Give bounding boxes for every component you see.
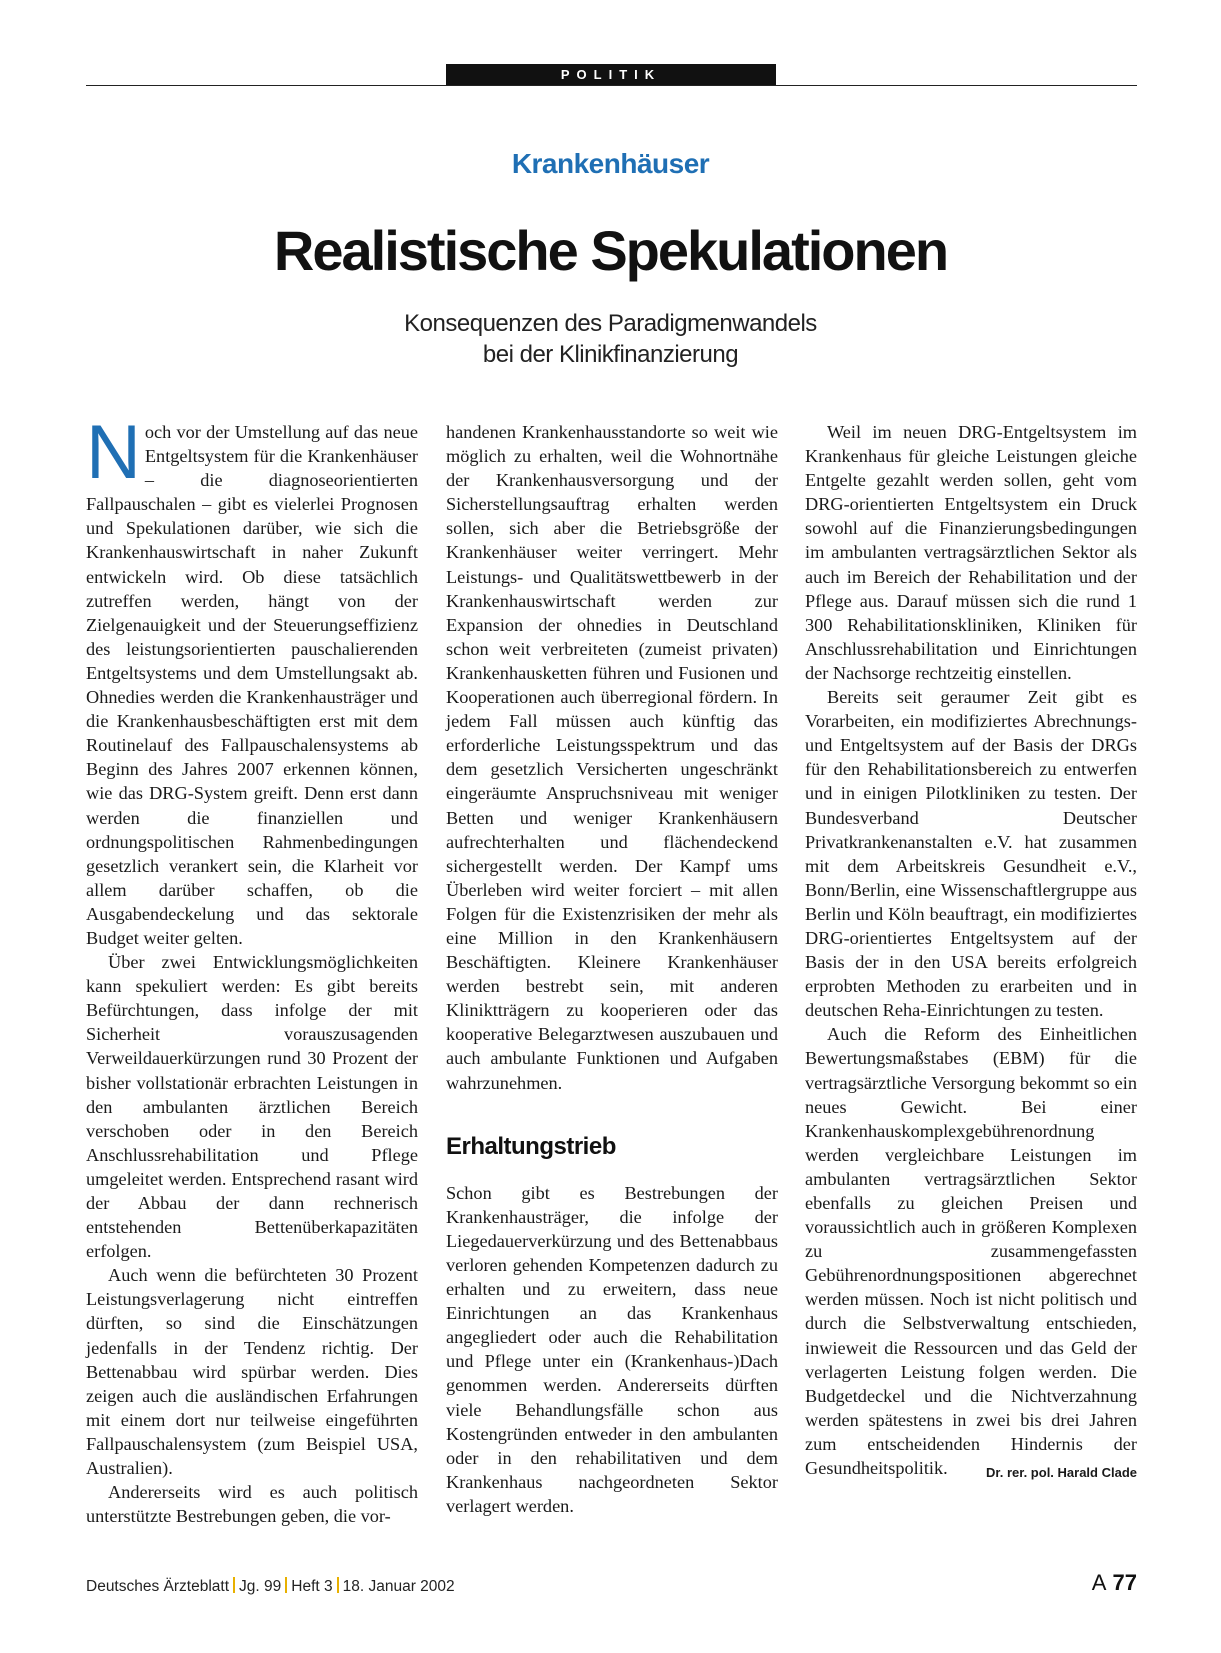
paragraph: Auch wenn die befürchteten 30 Prozent Leistungsverlagerung nicht eintreffen dürften, so sind die Einschätzungen jedenfalls in der Tendenz richtig. Der Bettenabbau wird spürbar werden. Dies zeigen auch die ausländischen Erfahrungen mit einem dort nur teilweise eingeführten Fallpauschalensystem (zum Beispiel USA, Australien). (86, 1265, 418, 1479)
journal-issue: Heft 3 (291, 1578, 333, 1595)
subtitle-line-1: Konsequenzen des Paradigmenwandels (404, 310, 817, 337)
journal-volume: Jg. 99 (239, 1578, 282, 1595)
paragraph: Schon gibt es Bestrebungen der Krankenhausträger, die infolge der Liegedauerverkürzung und des Bettenabbaus verloren gehenden Kompetenzen dadurch zu erhalten und zu erweitern, dass neue Einrichtungen an das Krankenhaus angegliedert oder auch die Rehabilitation und Pflege unter ein (Krankenhaus-)Dach genommen werden. Andererseits dürften viele Behandlungsfälle schon aus Kostengründen entweder in den ambulanten oder in den rehabilitativen und dem Krankenhaus nachgeordneten Sektor verlagert werden. (446, 1182, 778, 1516)
article-title: Realistische Spekulationen (273, 219, 948, 282)
paragraph: Weil im neuen DRG-Entgeltsystem im Krankenhaus für gleiche Leistungen gleiche Entgelte gezahlt werden sollen, geht vom DRG-orientierten Entgeltsystem ein Druck sowohl auf die Finanzierungsbedingungen im ambulanten vertragsärztlichen Sektor als auch im Bereich der Rehabilitation und der Pflege aus. Darauf müssen sich die rund 1 300 Rehabilitationskliniken, Kliniken für Anschlussrehabilitation und Einrichtungen der Nachsorge rechtzeitig einstellen. (805, 422, 1137, 683)
paragraph: Bereits seit geraumer Zeit gibt es Vorarbeiten, ein modifiziertes Abrechnungs- und Entgeltsystem auf der Basis der DRGs für den Rehabilitationsbereich zu entwerfen und in einigen Pilotkliniken zu testen. Der Bundesverband Deutscher Privatkrankenanstalten e.V. hat zusammen mit dem Arbeitskreis Gesundheit e.V., Bonn/Berlin, eine Wissenschaftlergruppe aus Berlin und Köln beauftragt, ein modifiziertes DRG-orientiertes Entgeltsystem auf der Basis der in den USA bereits erfolgreich erprobten Methoden zu erarbeiten und in deutschen Reha-Einrichtungen zu testen. (805, 687, 1137, 1021)
separator (233, 1577, 235, 1593)
journal-date: 18. Januar 2002 (342, 1578, 455, 1595)
paragraph-text: Auch die Reform des Einheitlichen Bewertungsmaßstabes (EBM) für die vertragsärztliche Versorgung bekommt so ein neues Gewicht. Bei einer Krankenhauskomplexgebührenordnung werden vergleichbare Leistungen im ambulanten vertragsärztlichen Sektor ebenfalls zu gleichen Preisen und voraussichtlich auch in größeren Komplexen zu zusammengefassten Gebührenordnungspositionen abgerechnet werden müssen. Noch ist nicht politisch und durch die Selbstverwaltung entschieden, inwieweit die Ressourcen und das Geld der verlagerten Leistung folgen werden. Die Budgetdeckel und die Nichtverzahnung werden spätestens in zwei bis drei Jahren zum entscheidenden Hindernis der Gesundheitspolitik. (805, 1024, 1137, 1479)
page-number-value: 77 (1112, 1570, 1137, 1595)
section-heading: Erhaltungstrieb (446, 1132, 616, 1160)
column-3 (805, 420, 1137, 1485)
section-label: POLITIK (446, 64, 776, 85)
subtitle-line-2: bei der Klinikfinanzierung (482, 341, 739, 368)
paragraph: Andererseits wird es auch politisch unterstützte Bestrebungen geben, die vor- (86, 1482, 418, 1527)
footer-citation (86, 1577, 455, 1596)
paragraph (86, 410, 418, 950)
article-subtitle (0, 308, 1221, 370)
separator (337, 1577, 339, 1593)
column-1 (86, 410, 418, 1528)
paragraph (805, 1022, 1137, 1480)
paragraph: Über zwei Entwicklungsmöglichkeiten kann spekuliert werden: Es gibt bereits Befürchtungen, dass infolge der mit Sicherheit vorauszusagenden Verweildauerkürzungen rund 30 Prozent der bisher vollstationär erbrachten Leistungen in den ambulanten ärztlichen Bereich verschoben oder in den Bereich Anschlussrehabilitation und Pflege umgeleitet werden. Entsprechend rasant wird der Abbau der dann rechnerisch entstehenden Bettenüberkapazitäten erfolgen. (86, 952, 418, 1262)
page-number (1092, 1570, 1137, 1596)
article-kicker: Krankenhäuser (511, 148, 710, 179)
drop-cap: N (86, 410, 141, 495)
journal-name: Deutsches Ärzteblatt (86, 1578, 230, 1595)
page-prefix: A (1091, 1570, 1107, 1595)
author-byline: Dr. rer. pol. Harald Clade (986, 1465, 1137, 1481)
separator (285, 1577, 287, 1593)
paragraph: handenen Krankenhausstandorte so weit wie möglich zu erhalten, weil die Wohnortnähe der Krankenhausversorgung und der Sicherstellungsauftrag erhalten werden sollen, sich aber die Betriebsgröße der Krankenhäuser weiter verringert. Mehr Leistungs- und Qualitätswettbewerb in der Krankenhauswirtschaft werden zur Expansion der ohnedies in Deutschland schon weit verbreiteten (zumeist privaten) Krankenhausketten führen und Fusionen und Kooperationen auch überregional fördern. In jedem Fall müssen auch künftig das erforderliche Leistungsspektrum und das dem gesetzlich Versicherten ungeschränkt eingeräumte Anspruchsniveau mit weniger Betten und weniger Krankenhäusern aufrechterhalten und flächendeckend sichergestellt werden. Der Kampf ums Überleben wird weiter forciert – mit allen Folgen für die Existenzrisiken der mehr als eine Million in den Krankenhäusern Beschäftigten. Kleinere Krankenhäuser werden bestrebt sein, mit anderen Kliniktträgern zu kooperieren oder das kooperative Belegarztwesen auszubauen und auch ambulante Funktionen und Aufgaben wahrzunehmen. (446, 422, 778, 1093)
paragraph-text: och vor der Umstellung auf das neue Entgeltsystem für die Krankenhäuser – die diagnoseorientierten Fallpauschalen – gibt es vielerlei Prognosen und Spekulationen darüber, wie sich die Krankenhauswirtschaft in naher Zukunft entwickeln wird. Ob diese tatsächlich zutreffen werden, hängt von der Zielgenauigkeit und der Steuerungseffizienz des leistungsorientierten pauschalierenden Entgeltsystems und dem Umstellungsakt ab. Ohnedies werden die Krankenhausträger und die Krankenhausbeschäftigten erst mit dem Routinelauf des Fallpauschalensystems ab Beginn des Jahres 2007 erkennen können, wie das DRG-System greift. Denn erst dann werden die finanziellen und ordnungspolitischen Rahmenbedingungen gesetzlich verankert sein, die Klarheit vor allem darüber schaffen, ob die Ausgabendeckelung und das sektorale Budget weiter gelten. (86, 422, 418, 948)
column-2 (446, 420, 778, 1518)
header-rule (86, 85, 1137, 86)
